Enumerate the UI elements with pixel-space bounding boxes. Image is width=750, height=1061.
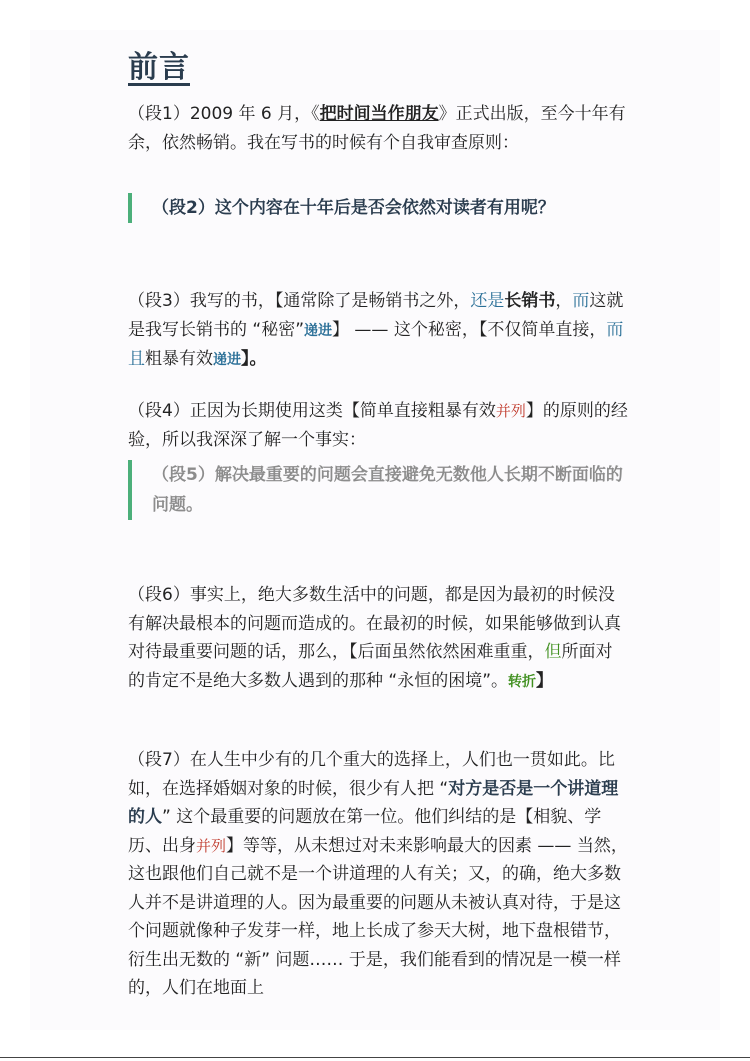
tag-parallel-2: 并列 (196, 836, 227, 855)
paragraph-1 (128, 100, 628, 157)
p6-but: 但 (544, 642, 562, 662)
p7-text-b: ” 这个最重要的问题放在第一位。他们纠结的是【相貌、学历、出身 (128, 807, 602, 856)
p3-longseller: 长销书 (504, 291, 556, 311)
page-bottom-divider (0, 1057, 750, 1058)
p7-text-a: （段7）在人生中少有的几个重大的选择上，人们也一贯如此。比如，在选择婚姻对象的时候，很少有人把 “ (128, 750, 615, 799)
tag-parallel-1: 并列 (495, 402, 526, 420)
p1-text-a: （段1）2009 年 6 月，《 (128, 104, 320, 124)
q5-text: （段5）解决最重要的问题会直接避免无数他人长期不断面临的问题。 (152, 465, 623, 515)
p6-text-a: （段6）事实上，绝大多数生活中的问题，都是因为最初的时候没有解决最根本的问题而造成的。在最初的时候，如果能够做到认真对待最重要问题的话，那么，【后面虽然依然困难重重， (128, 585, 621, 662)
p4-text-b: 】的原则的经验，所以我深深了解一个事实： (128, 401, 628, 450)
p7-highlight: 对方是否是一个讲道理的人 (128, 778, 619, 827)
p3-text-a: （段3）我写的书，【通常除了是畅销书之外， (128, 291, 471, 311)
blockquote-5 (128, 460, 628, 520)
document-page (30, 30, 720, 1030)
p4-text-a: （段4）正因为长期使用这类【简单直接粗暴有效 (128, 401, 496, 421)
p7-text-c: 】等等，从未想过对未来影响最大的因素 —— 当然，这也跟他们自己就不是一个讲道理的人有关；又，的确，绝大多数人并不是讲道理的人。因为最重要的问题从未被认真对待，于是这个问题就像种子发芽一样，地上长成了参天大树，地下盘根错节，衍生出无数的 “新” 问题…… 于是，我们能看到的情况是一模一样的，人们在地面上 (128, 835, 628, 998)
tag-progressive-1: 递进 (304, 322, 333, 339)
p3-still: 还是 (470, 291, 505, 311)
p3-text-d: 粗暴有效 (145, 349, 213, 369)
page-title: 前言 (128, 50, 190, 85)
p6-text-b: 所面对的肯定不是绝大多数人遇到的那种 “永恒的困境”。 (128, 642, 613, 691)
paragraph-7 (128, 746, 628, 1003)
q2-text: （段2）这个内容在十年后是否会依然对读者有用呢？ (152, 198, 555, 218)
p3-text-b: 这就是我写长销书的 “秘密” (128, 291, 624, 340)
p1-text-b: 》正式出版，至今十年有余，依然畅销。我在写书的时候有个自我审查原则： (128, 104, 626, 153)
paragraph-6 (128, 581, 628, 696)
paragraph-4 (128, 397, 628, 454)
blockquote-2 (128, 193, 628, 223)
tag-progressive-2: 递进 (213, 352, 241, 368)
p6-text-c: 】 (536, 670, 554, 691)
p3-text-c: 】 —— 这个秘密，【不仅简单直接， (332, 319, 607, 340)
book-title: 把时间当作朋友 (319, 104, 439, 124)
p3-and-also: 而且 (128, 319, 624, 369)
p3-comma: ， (555, 291, 573, 311)
p3-text-e: 】。 (241, 349, 267, 369)
p3-and: 而 (572, 291, 590, 311)
paragraph-3 (128, 287, 628, 375)
tag-contrast: 转折 (508, 673, 537, 690)
